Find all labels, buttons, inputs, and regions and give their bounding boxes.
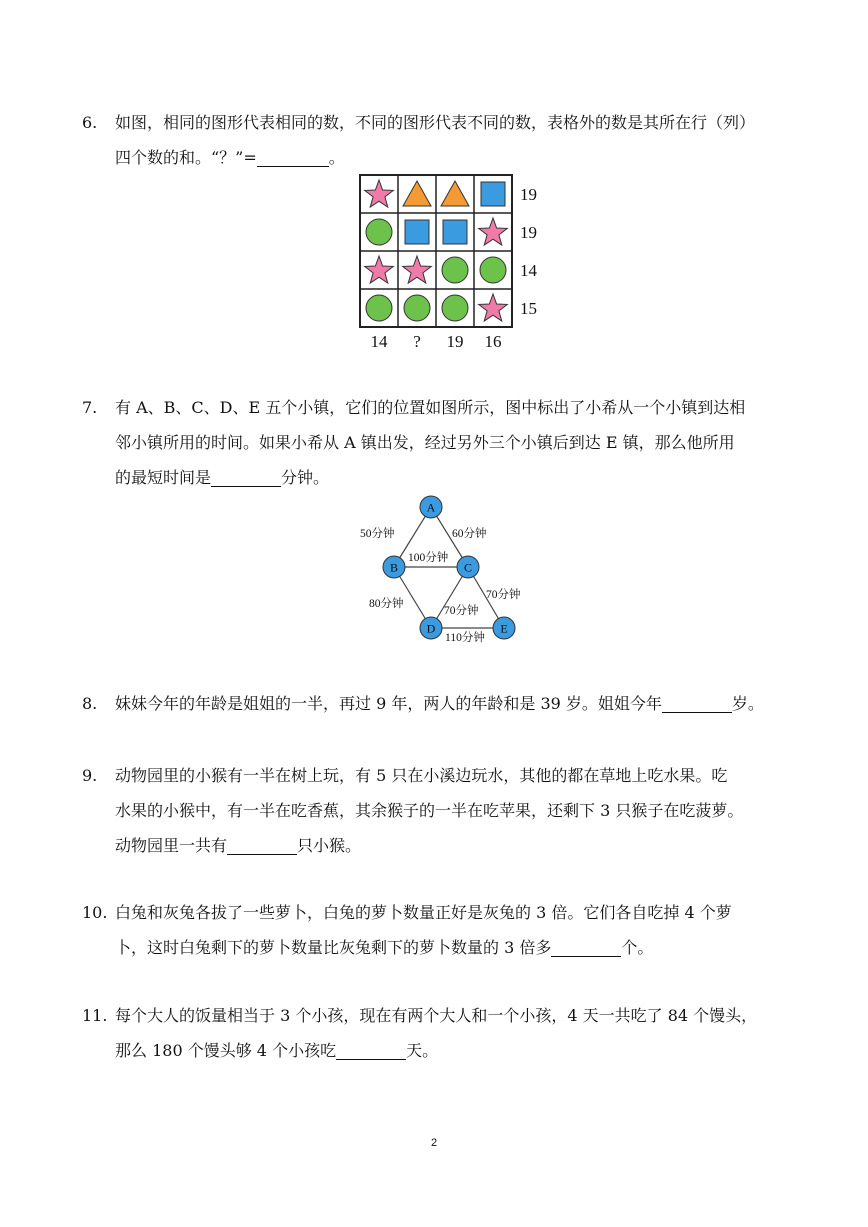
question-line: 那么 180 个馒头够 4 个小孩吃 xyxy=(115,1041,337,1060)
question-number: 7. xyxy=(82,398,98,417)
question-line: 的最短时间是 xyxy=(115,468,212,487)
question-text xyxy=(115,390,802,495)
row-sum-label: 19 xyxy=(520,223,537,242)
shape-grid-figure xyxy=(355,173,555,353)
answer-blank[interactable] xyxy=(551,936,621,957)
circle-icon xyxy=(442,295,468,321)
row-sum-label: 19 xyxy=(520,185,537,204)
column-sum-label: 14 xyxy=(370,332,388,351)
question-line: 白兔和灰兔各拔了一些萝卜，白兔的萝卜数量正好是灰兔的 3 倍。它们各自吃掉 4 个萝 xyxy=(115,903,732,922)
question-number: 8. xyxy=(82,694,98,713)
question-line: 动物园里一共有 xyxy=(115,836,228,855)
square-icon xyxy=(443,220,467,244)
question-line: 邻小镇所用的时间。如果小希从 A 镇出发，经过另外三个小镇后到达 E 镇，那么他所用 xyxy=(115,433,735,452)
question-line-suffix: 岁。 xyxy=(731,694,764,713)
star-icon xyxy=(479,294,508,321)
column-sum-label: 16 xyxy=(484,332,502,351)
triangle-icon xyxy=(441,181,469,206)
circle-icon xyxy=(366,219,392,245)
question-number: 10. xyxy=(82,903,108,922)
question-line: 每个大人的饭量相当于 3 个小孩，现在有两个大人和一个小孩，4 天一共吃了 84 个馒头， xyxy=(115,1006,758,1025)
question-line-suffix: 个。 xyxy=(621,938,654,957)
town-label: B xyxy=(389,560,399,575)
square-icon xyxy=(481,182,505,206)
star-icon xyxy=(403,256,432,283)
circle-icon xyxy=(480,257,506,283)
question-line-suffix: 只小猴。 xyxy=(297,836,362,855)
star-icon xyxy=(479,218,508,245)
square-icon xyxy=(405,220,429,244)
question-number: 9. xyxy=(82,766,98,785)
question-line: 如图，相同的图形代表相同的数，不同的图形代表不同的数，表格外的数是其所在行（列） xyxy=(115,113,756,132)
town-label: C xyxy=(463,560,473,575)
question-number: 11. xyxy=(82,1006,108,1025)
route-time-label: 50分钟 xyxy=(360,528,395,540)
question-text xyxy=(115,105,802,175)
town-label: D xyxy=(426,621,436,636)
question-line-suffix: 分钟。 xyxy=(281,468,330,487)
answer-blank[interactable] xyxy=(257,146,329,167)
town-label: A xyxy=(426,500,436,515)
row-sum-label: 14 xyxy=(520,261,537,280)
question-line: 妹妹今年的年龄是姐姐的一半，再过 9 年，两人的年龄和是 39 岁。姐姐今年 xyxy=(115,694,662,713)
answer-blank[interactable] xyxy=(227,834,297,855)
answer-blank[interactable] xyxy=(662,692,732,713)
route-time-label: 80分钟 xyxy=(369,598,404,610)
town-label: E xyxy=(500,621,508,636)
circle-icon xyxy=(404,295,430,321)
answer-blank[interactable] xyxy=(336,1039,406,1060)
route-time-label: 70分钟 xyxy=(486,589,521,601)
circle-icon xyxy=(442,257,468,283)
question-11 xyxy=(82,998,802,1068)
column-sum-label: 19 xyxy=(446,332,464,351)
triangle-icon xyxy=(403,181,431,206)
question-text xyxy=(115,686,802,721)
question-10 xyxy=(82,895,802,965)
question-8 xyxy=(82,686,802,721)
town-graph-figure xyxy=(360,491,535,646)
page-number: 2 xyxy=(430,1137,438,1149)
question-line: 四个数的和。“？”= xyxy=(115,148,257,167)
question-line-suffix: 天。 xyxy=(406,1041,439,1060)
question-number: 6. xyxy=(82,113,98,132)
route-time-label: 100分钟 xyxy=(408,552,449,564)
question-line: 有 A、B、C、D、E 五个小镇，它们的位置如图所示，图中标出了小希从一个小镇到达相 xyxy=(115,398,746,417)
question-7 xyxy=(82,390,802,495)
question-line: 卜，这时白兔剩下的萝卜数量比灰兔剩下的萝卜数量的 3 倍多 xyxy=(115,938,552,957)
star-icon xyxy=(365,256,394,283)
route-time-label: 60分钟 xyxy=(452,528,487,540)
question-6 xyxy=(82,105,802,175)
answer-blank[interactable] xyxy=(211,466,281,487)
question-line-suffix: 。 xyxy=(328,148,345,167)
question-line: 动物园里的小猴有一半在树上玩，有 5 只在小溪边玩水，其他的都在草地上吃水果。吃 xyxy=(115,766,728,785)
route-time-label: 70分钟 xyxy=(444,605,479,617)
question-line: 水果的小猴中，有一半在吃香蕉，其余猴子的一半在吃苹果，还剩下 3 只猴子在吃菠萝。 xyxy=(115,801,744,820)
question-text xyxy=(115,998,802,1068)
question-text xyxy=(115,895,802,965)
route-time-label: 110分钟 xyxy=(445,632,485,644)
question-text xyxy=(115,758,802,863)
row-sum-label: 15 xyxy=(520,299,537,318)
column-sum-label: ? xyxy=(413,332,421,351)
star-icon xyxy=(365,180,394,207)
question-9 xyxy=(82,758,802,863)
circle-icon xyxy=(366,295,392,321)
